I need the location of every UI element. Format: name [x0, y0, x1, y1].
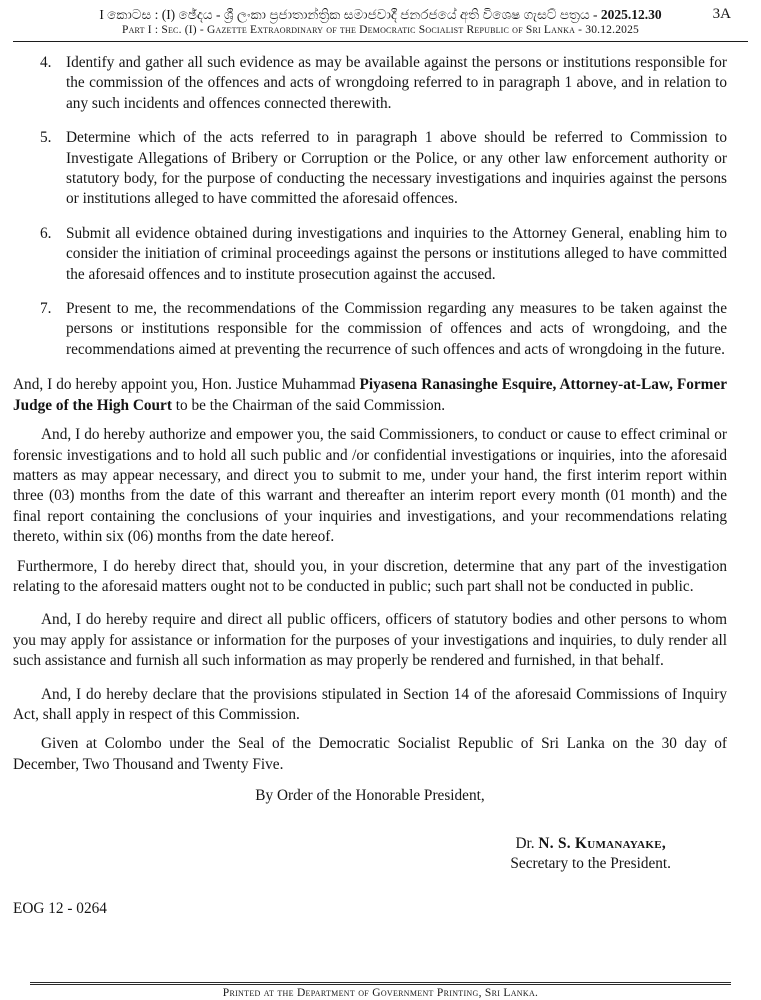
- header-sinhala-text: I කොටස : (I) ඡේදය - ශ්‍රී ලංකා ප්‍රජාතාන්ත්‍රික සමාජවාදී ජනරජයේ අති විශෙෂ ගැසට් පත්‍රය -: [99, 7, 601, 22]
- header-english-line: Part I : Sec. (I) - Gazette Extraordinary of the Democratic Socialist Republic of Sri Lanka - 30.12.2025: [121, 24, 639, 36]
- appointment-post: to be the Chairman of the said Commission.: [171, 396, 446, 414]
- page-footer: [0, 982, 761, 1000]
- appointment-name-bold: Piyasena Ranasinghe Esquire, Attorney-at-Law, Former Judge of the High Court: [13, 376, 727, 414]
- gazette-reference-number: EOG 12 - 0264: [13, 900, 107, 918]
- list-item: [13, 53, 727, 114]
- list-item-number: 5.: [40, 129, 52, 147]
- by-order-line: By Order of the Honorable President,: [255, 787, 485, 805]
- list-item: [13, 224, 727, 285]
- list-item-text: Submit all evidence obtained during investigations and inquiries to the Attorney General, enabling him to consider the initiation of criminal proceedings against the persons or institutions alleged to have committed the aforesaid offences and to institute prosecution against the accused.: [66, 224, 727, 283]
- furthermore-paragraph: Furthermore, I do hereby direct that, should you, in your discretion, determine that any part of the investigation relating to the aforesaid matters ought not to be conducted in public; such part shall not be conducted in public.: [13, 557, 727, 595]
- footer-imprint-text: Printed at the Department of Government Printing, Sri Lanka.: [222, 987, 539, 999]
- list-item-text: Present to me, the recommendations of the Commission regarding any measures to be taken against the persons or institutions responsible for the commission of offences and acts of wrongdoing, and the recommendations aimed at preventing the recurrence of such offences and acts of wrongdoing in the future.: [66, 300, 727, 358]
- footer-double-rule: [30, 982, 731, 986]
- signatory-name: N. S. Kumanayake,: [538, 834, 666, 852]
- list-item-number: 4.: [40, 54, 52, 71]
- given-paragraph: Given at Colombo under the Seal of the Democratic Socialist Republic of Sri Lanka on the 30 day of December, Two Thousand and Twenty Five.: [13, 735, 727, 773]
- signatory-prefix: Dr.: [515, 834, 539, 852]
- require-paragraph: And, I do hereby require and direct all public officers, officers of statutory bodies and other persons to whom you may apply for assistance or information for the purposes of your investigations and inquiries, to duly render all such assistance and furnish all such information as may properly be rendered and furnished, in that behalf.: [13, 611, 727, 670]
- page-header: [0, 6, 761, 37]
- document-body: [0, 42, 761, 920]
- list-item-text: Determine which of the acts referred to in paragraph 1 above should be referred to Commission to Investigate Allegations of Bribery or Corruption or the Police, or any other law enforcement authority or statutory body, for the purpose of conducting the necessary investigations and inquiries against the persons or institutions alleged to have committed the aforesaid offences.: [66, 129, 727, 208]
- signatory-name-line: [510, 834, 671, 854]
- header-sinhala-date: 2025.12.30: [600, 7, 662, 22]
- list-item-number: 7.: [40, 300, 52, 318]
- authorize-paragraph: And, I do hereby authorize and empower you, the said Commissioners, to conduct or cause to effect criminal or forensic investigations and to hold all such public and /or confidential investigations or inquiries, into the aforesaid matters as may appear necessary, and direct you to submit to me, under your hand, the first interim report within three (03) months from the date of this warrant and thereafter an interim report every month (01 month) and the final report containing the conclusions of your inquiries and investigations, and your recommendations relating thereto, within six (06) months from the date hereof.: [13, 426, 727, 546]
- signature-block: [510, 834, 671, 875]
- page-number: 3A: [712, 6, 731, 22]
- list-item-number: 6.: [40, 224, 52, 242]
- appointment-pre: And, I do hereby appoint you, Hon. Justice Muhammad: [13, 376, 360, 394]
- declare-paragraph: And, I do hereby declare that the provisions stipulated in Section 14 of the aforesaid Commissions of Inquiry Act, shall apply in respect of this Commission.: [13, 685, 727, 723]
- list-item: [13, 128, 727, 210]
- list-item: [13, 299, 727, 360]
- numbered-list: [13, 53, 727, 360]
- signatory-title: Secretary to the President.: [510, 855, 671, 872]
- list-item-text: Identify and gather all such evidence as may be available against the persons or institutions responsible for the commission of the offences and acts of wrongdoing referred to in paragraph 1 above, and in relation to any such incidents and offences connected therewith.: [66, 54, 727, 112]
- appointment-paragraph: [13, 375, 727, 416]
- header-sinhala-line: [40, 6, 721, 23]
